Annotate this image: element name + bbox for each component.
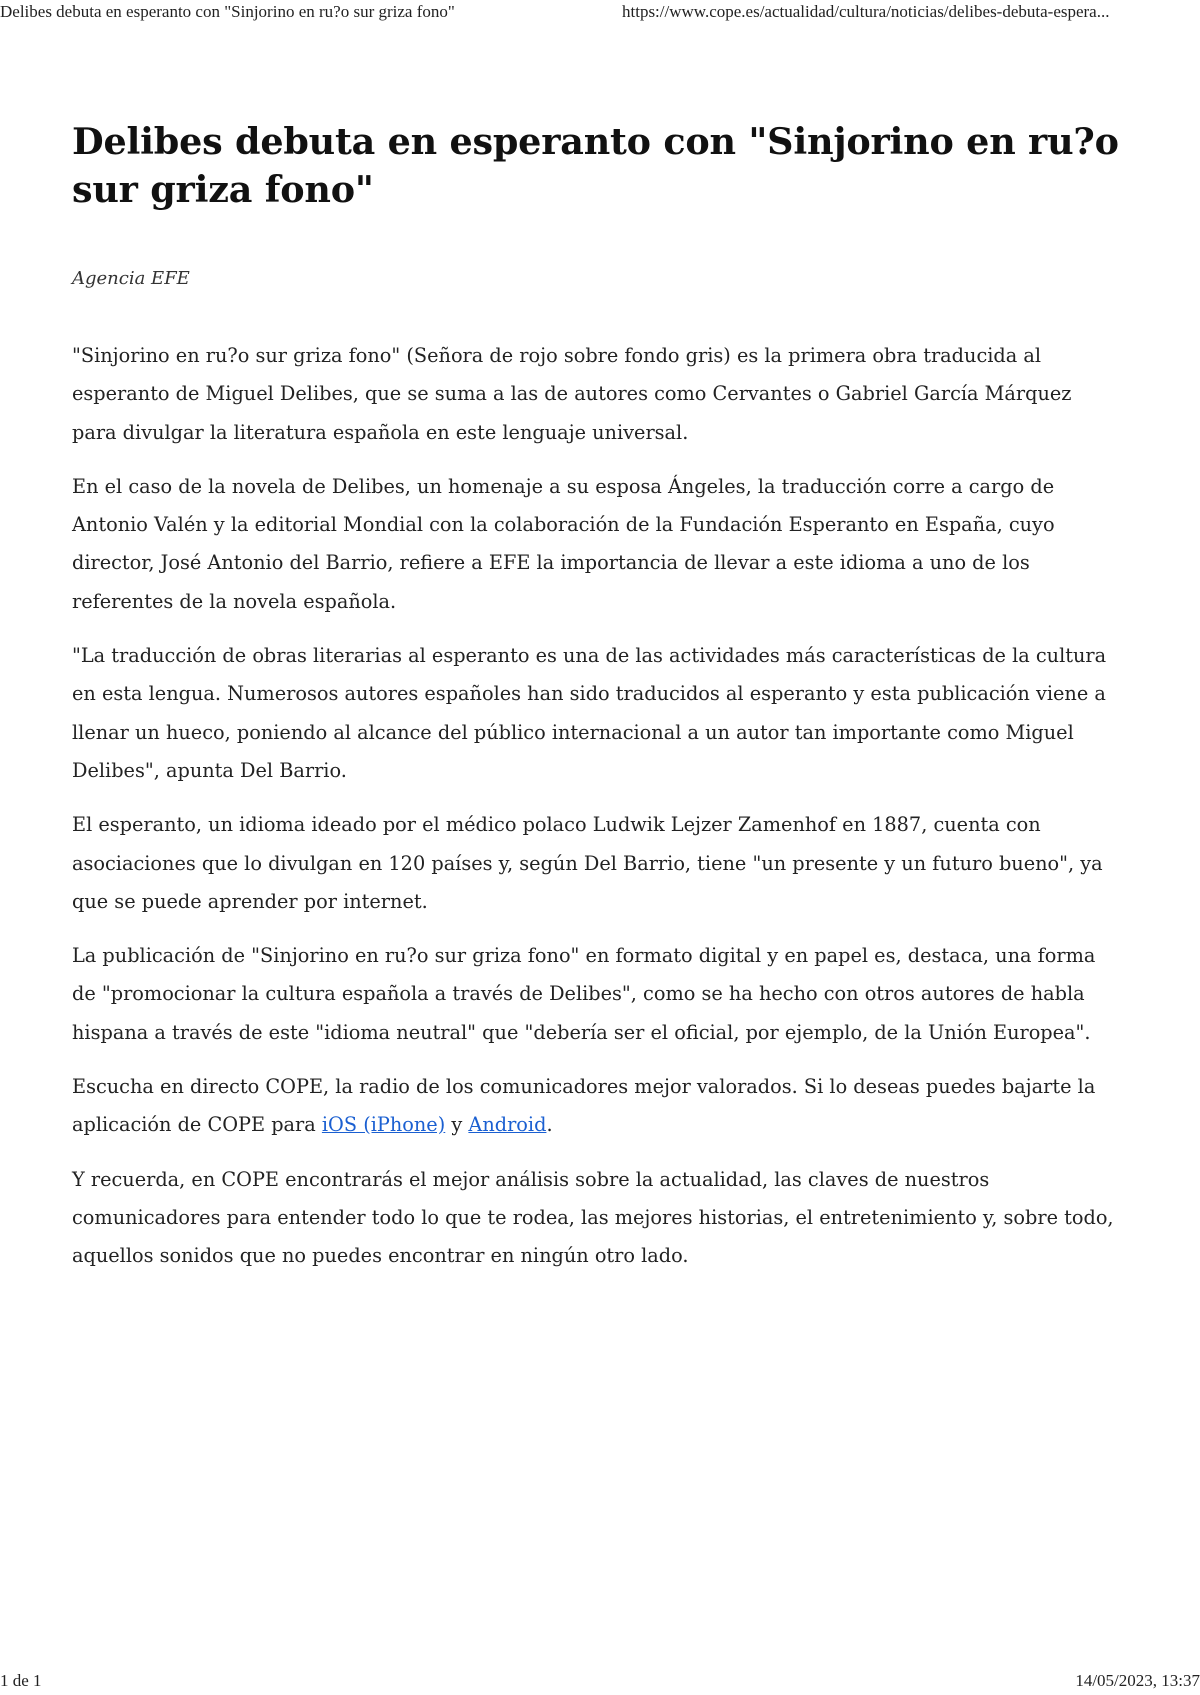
article-paragraph: El esperanto, un idioma ideado por el médico polaco Ludwik Lejzer Zamenhof en 1887, cuenta con asociaciones que lo divulgan en 120 países y, según Del Barrio, tiene "un presente y un futuro bueno", ya que se puede aprender por internet. bbox=[72, 813, 1103, 913]
app-text-before: Escucha en directo COPE, la radio de los comunicadores mejor valorados. Si lo deseas puedes bajarte la aplicación de COPE para bbox=[72, 1075, 1096, 1137]
article-headline: Delibes debuta en esperanto con "Sinjorino en ru?o sur griza fono" bbox=[72, 120, 1119, 211]
app-download-paragraph bbox=[72, 1068, 1122, 1145]
ios-link[interactable]: iOS (iPhone) bbox=[321, 1113, 446, 1137]
print-header-title: Delibes debuta en esperanto con "Sinjorino en ru?o sur griza fono" bbox=[0, 2, 455, 21]
print-header-url: https://www.cope.es/actualidad/cultura/noticias/delibes-debuta-espera... bbox=[622, 2, 1110, 21]
print-header bbox=[0, 2, 1200, 24]
article-byline: Agencia EFE bbox=[72, 268, 190, 289]
app-text-middle: y bbox=[445, 1113, 469, 1137]
page-number: 1 de 1 bbox=[0, 1671, 42, 1690]
article bbox=[72, 118, 1122, 1292]
article-paragraph: En el caso de la novela de Delibes, un homenaje a su esposa Ángeles, la traducción corre a cargo de Antonio Valén y la editorial Mondial con la colaboración de la Fundación Esperanto en España, cuyo director, José Antonio del Barrio, refiere a EFE la importancia de llevar a este idioma a uno de los referentes de la novela española. bbox=[72, 474, 1055, 613]
article-paragraph: La publicación de "Sinjorino en ru?o sur griza fono" en formato digital y en papel es, destaca, una forma de "promocionar la cultura española a través de Delibes", como se ha hecho con otros autores de habla hispana a través de este "idioma neutral" que "debería ser el oficial, por ejemplo, de la Unión Europea". bbox=[72, 944, 1096, 1044]
closing-paragraph: Y recuerda, en COPE encontrarás el mejor análisis sobre la actualidad, las claves de nuestros comunicadores para entender todo lo que te rodea, las mejores historias, el entretenimiento y, sobre todo, aquellos sonidos que no puedes encontrar en ningún otro lado. bbox=[72, 1167, 1114, 1268]
android-link[interactable]: Android bbox=[468, 1113, 547, 1137]
article-paragraph: "Sinjorino en ru?o sur griza fono" (Señora de rojo sobre fondo gris) es la primera obra traducida al esperanto de Miguel Delibes, que se suma a las de autores como Cervantes o Gabriel García Márquez para divulgar la literatura española en este lenguaje universal. bbox=[72, 344, 1072, 444]
print-footer bbox=[0, 1671, 1200, 1693]
print-datetime: 14/05/2023, 13:37 bbox=[1075, 1671, 1200, 1690]
app-text-after: . bbox=[546, 1113, 553, 1137]
article-body bbox=[72, 337, 1122, 1276]
article-paragraph: "La traducción de obras literarias al esperanto es una de las actividades más características de la cultura en esta lengua. Numerosos autores españoles han sido traducidos al esperanto y esta publicación viene a llenar un hueco, poniendo al alcance del público internacional a un autor tan importante como Miguel Delibes", apunta Del Barrio. bbox=[72, 644, 1107, 782]
